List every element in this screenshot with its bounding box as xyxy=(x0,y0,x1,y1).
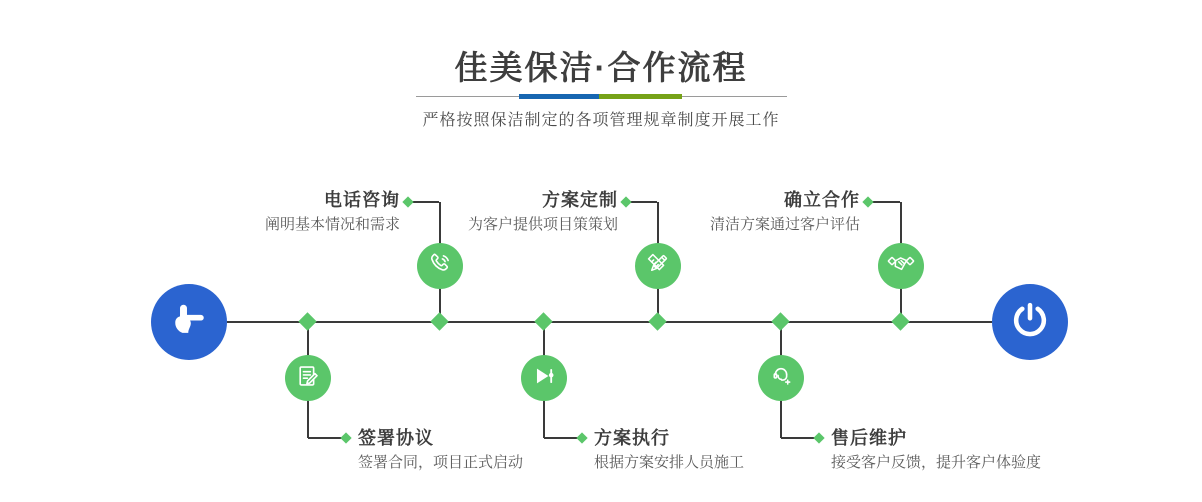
timeline-node-2 xyxy=(430,312,448,330)
contract-pen-icon xyxy=(295,363,321,394)
step-title: 签署协议 xyxy=(358,428,434,448)
step-phone-consultation-circle xyxy=(417,243,463,289)
timeline-node-4 xyxy=(648,312,666,330)
step-description: 根据方案安排人员施工 xyxy=(594,454,745,471)
page-title: 佳美保洁·合作流程 xyxy=(454,49,748,86)
phone-call-icon xyxy=(427,251,453,282)
pencil-ruler-icon xyxy=(645,251,671,282)
end-circle xyxy=(992,284,1068,360)
step-title: 电话咨询 xyxy=(324,190,400,210)
handshake-icon xyxy=(887,250,915,283)
connector-dot-cooperation xyxy=(862,196,873,207)
step-sign-agreement-label xyxy=(358,427,523,472)
connector-dot-agreement xyxy=(340,432,351,443)
step-after-sales-circle xyxy=(758,355,804,401)
step-after-sales-label xyxy=(831,427,1041,472)
step-description: 为客户提供项目策策划 xyxy=(467,216,618,233)
power-icon xyxy=(1009,299,1051,346)
step-phone-consultation-label xyxy=(265,189,400,234)
step-establish-cooperation-label xyxy=(710,189,860,234)
step-title: 方案定制 xyxy=(542,190,618,210)
timeline-node-5 xyxy=(771,312,789,330)
step-title: 售后维护 xyxy=(831,428,907,448)
step-establish-cooperation-circle xyxy=(878,243,924,289)
step-title: 确立合作 xyxy=(784,190,860,210)
hand-pointer-icon xyxy=(167,298,211,347)
connector-dot-phone xyxy=(402,196,413,207)
step-plan-execution-circle xyxy=(521,355,567,401)
page-subtitle: 严格按照保洁制定的各项管理规章制度开展工作 xyxy=(422,112,780,129)
divider-green-segment xyxy=(599,94,682,99)
step-plan-execution-label xyxy=(594,427,744,472)
play-execute-icon xyxy=(531,363,557,394)
step-description: 签署合同，项目正式启动 xyxy=(358,454,524,471)
connector-dot-plan xyxy=(620,196,631,207)
headset-support-icon xyxy=(768,363,794,394)
step-plan-customization-label xyxy=(468,189,618,234)
connector-dot-execution xyxy=(576,432,587,443)
start-circle xyxy=(151,284,227,360)
timeline-node-3 xyxy=(534,312,552,330)
timeline-node-6 xyxy=(891,312,909,330)
divider-gray-right xyxy=(682,96,787,97)
step-description: 阐明基本情况和需求 xyxy=(264,216,400,233)
divider-blue-segment xyxy=(519,94,599,99)
step-description: 清洁方案通过客户评估 xyxy=(709,216,860,233)
step-description: 接受客户反馈，提升客户体验度 xyxy=(831,454,1042,471)
connector-dot-aftersales xyxy=(813,432,824,443)
step-plan-customization-circle xyxy=(635,243,681,289)
step-sign-agreement-circle xyxy=(285,355,331,401)
main-timeline xyxy=(227,321,992,323)
step-title: 方案执行 xyxy=(594,428,670,448)
timeline-node-1 xyxy=(298,312,316,330)
title-divider xyxy=(0,94,1202,99)
divider-gray-left xyxy=(416,96,519,97)
